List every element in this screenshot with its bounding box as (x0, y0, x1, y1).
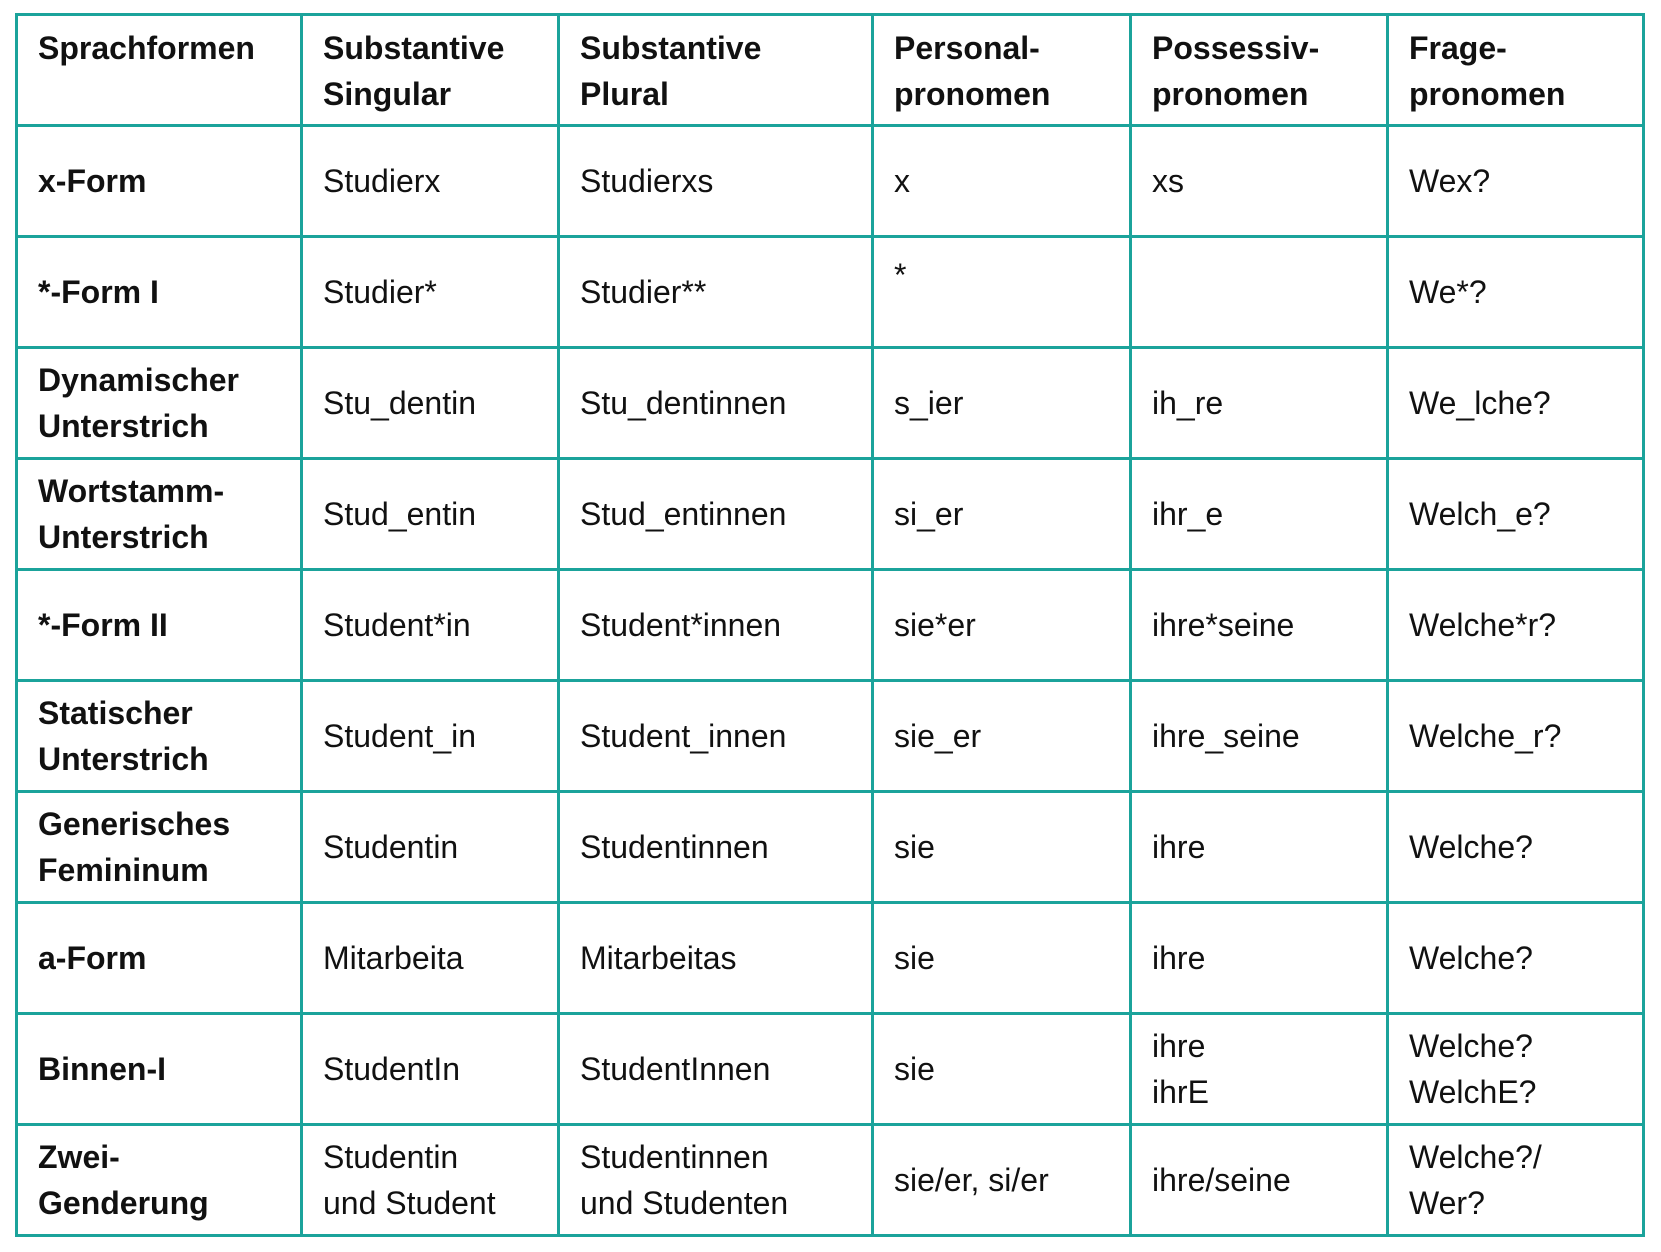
header-text: Sprachformen (38, 30, 255, 66)
cell-text: ihre (1152, 829, 1206, 865)
cell-substantiv-singular (302, 126, 559, 237)
cell-text: Studentin (323, 1139, 459, 1175)
cell-text: und Studenten (580, 1185, 789, 1221)
header-text: Frage- (1409, 30, 1507, 66)
cell-text: Welche? (1409, 940, 1533, 976)
cell-text: ihre (1152, 940, 1206, 976)
cell-fragepronomen (1388, 237, 1644, 348)
cell-text: Wortstamm- (38, 473, 225, 509)
cell-text: Stu_dentinnen (580, 385, 787, 421)
cell-text: *-Form I (38, 274, 159, 310)
cell-sprachform (17, 237, 302, 348)
header-personalpronomen (873, 15, 1131, 126)
cell-possessivpronomen (1131, 1125, 1388, 1236)
cell-substantiv-plural (559, 1014, 873, 1125)
cell-text: x-Form (38, 163, 147, 199)
cell-text: und Student (323, 1185, 496, 1221)
cell-text: Mitarbeitas (580, 940, 737, 976)
cell-text: Student*in (323, 607, 471, 643)
cell-text: sie/er, si/er (894, 1162, 1049, 1198)
cell-personalpronomen (873, 681, 1131, 792)
cell-sprachform (17, 1125, 302, 1236)
cell-text: Wex? (1409, 163, 1491, 199)
cell-sprachform (17, 348, 302, 459)
cell-text: Studier* (323, 274, 437, 310)
table-row (17, 903, 1644, 1014)
cell-substantiv-plural (559, 237, 873, 348)
cell-text: Genderung (38, 1185, 209, 1221)
cell-fragepronomen (1388, 570, 1644, 681)
header-substantive-plural (559, 15, 873, 126)
cell-text: *-Form II (38, 607, 168, 643)
cell-substantiv-singular (302, 792, 559, 903)
cell-text: Welche? (1409, 829, 1533, 865)
cell-text: si_er (894, 496, 964, 532)
cell-text: x (894, 163, 910, 199)
cell-possessivpronomen (1131, 237, 1388, 348)
cell-sprachform (17, 126, 302, 237)
cell-fragepronomen (1388, 1125, 1644, 1236)
cell-text: ihre_seine (1152, 718, 1300, 754)
cell-personalpronomen (873, 237, 1131, 348)
cell-possessivpronomen (1131, 348, 1388, 459)
cell-possessivpronomen (1131, 1014, 1388, 1125)
table-row (17, 237, 1644, 348)
cell-personalpronomen (873, 570, 1131, 681)
cell-fragepronomen (1388, 681, 1644, 792)
cell-text: We*? (1409, 274, 1487, 310)
table-row (17, 681, 1644, 792)
cell-fragepronomen (1388, 792, 1644, 903)
cell-sprachform (17, 681, 302, 792)
cell-substantiv-singular (302, 681, 559, 792)
cell-text: s_ier (894, 385, 964, 421)
header-text: pronomen (1409, 76, 1566, 112)
cell-text: ih_re (1152, 385, 1224, 421)
cell-text: Welch_e? (1409, 496, 1551, 532)
table-row (17, 459, 1644, 570)
cell-text: Statischer (38, 695, 193, 731)
cell-substantiv-plural (559, 792, 873, 903)
cell-text: StudentIn (323, 1051, 460, 1087)
cell-sprachform (17, 1014, 302, 1125)
cell-text: Unterstrich (38, 741, 209, 777)
cell-text: Welche*r? (1409, 607, 1557, 643)
header-text: pronomen (894, 76, 1051, 112)
cell-text: WelchE? (1409, 1074, 1537, 1110)
cell-substantiv-plural (559, 570, 873, 681)
header-text: Substantive (580, 30, 762, 66)
cell-text: Stud_entin (323, 496, 477, 532)
cell-fragepronomen (1388, 348, 1644, 459)
cell-fragepronomen (1388, 1014, 1644, 1125)
header-fragepronomen (1388, 15, 1644, 126)
cell-text: Student_in (323, 718, 477, 754)
table-row (17, 792, 1644, 903)
cell-substantiv-plural (559, 903, 873, 1014)
header-text: Substantive (323, 30, 505, 66)
cell-text: Stud_entinnen (580, 496, 787, 532)
cell-fragepronomen (1388, 903, 1644, 1014)
cell-text: Studierx (323, 163, 441, 199)
header-row (17, 15, 1644, 126)
table-row (17, 1014, 1644, 1125)
cell-text: xs (1152, 163, 1184, 199)
cell-text: ihre*seine (1152, 607, 1295, 643)
cell-text: ihre (1152, 1028, 1206, 1064)
cell-sprachform (17, 459, 302, 570)
cell-substantiv-plural (559, 1125, 873, 1236)
cell-personalpronomen (873, 348, 1131, 459)
cell-fragepronomen (1388, 459, 1644, 570)
cell-personalpronomen (873, 459, 1131, 570)
header-text: Plural (580, 76, 669, 112)
table-row (17, 348, 1644, 459)
cell-possessivpronomen (1131, 681, 1388, 792)
cell-substantiv-plural (559, 126, 873, 237)
gender-forms-table-container (15, 13, 1645, 1237)
cell-fragepronomen (1388, 126, 1644, 237)
cell-text: Zwei- (38, 1139, 120, 1175)
cell-text: Studierxs (580, 163, 714, 199)
cell-text: Studentinnen (580, 1139, 769, 1175)
cell-text: Student*innen (580, 607, 782, 643)
cell-substantiv-singular (302, 1125, 559, 1236)
cell-substantiv-singular (302, 570, 559, 681)
cell-text: Femininum (38, 852, 209, 888)
cell-substantiv-plural (559, 459, 873, 570)
table-row (17, 570, 1644, 681)
cell-text: sie (894, 1051, 935, 1087)
cell-text: a-Form (38, 940, 147, 976)
header-sprachformen (17, 15, 302, 126)
cell-text: We_lche? (1409, 385, 1551, 421)
cell-text: Binnen-I (38, 1051, 166, 1087)
cell-substantiv-singular (302, 348, 559, 459)
cell-text: Generisches (38, 806, 231, 842)
cell-text: Wer? (1409, 1185, 1485, 1221)
cell-personalpronomen (873, 126, 1131, 237)
cell-text: Studier** (580, 274, 707, 310)
cell-substantiv-singular (302, 237, 559, 348)
cell-text: sie*er (894, 607, 976, 643)
cell-text: Unterstrich (38, 519, 209, 555)
cell-substantiv-singular (302, 1014, 559, 1125)
cell-text: sie (894, 940, 935, 976)
table-body (17, 126, 1644, 1236)
cell-possessivpronomen (1131, 570, 1388, 681)
cell-personalpronomen (873, 1014, 1131, 1125)
cell-text: Mitarbeita (323, 940, 464, 976)
cell-personalpronomen (873, 903, 1131, 1014)
cell-substantiv-singular (302, 459, 559, 570)
header-text: Personal- (894, 30, 1040, 66)
cell-possessivpronomen (1131, 459, 1388, 570)
table-row (17, 1125, 1644, 1236)
cell-text: sie_er (894, 718, 982, 754)
cell-text: Dynamischer (38, 362, 239, 398)
cell-text: Unterstrich (38, 408, 209, 444)
cell-text: Studentin (323, 829, 459, 865)
cell-substantiv-singular (302, 903, 559, 1014)
table-row (17, 126, 1644, 237)
cell-text: Stu_dentin (323, 385, 477, 421)
cell-text: sie (894, 829, 935, 865)
cell-substantiv-plural (559, 348, 873, 459)
cell-text: Student_innen (580, 718, 787, 754)
header-substantive-singular (302, 15, 559, 126)
cell-text: Studentinnen (580, 829, 769, 865)
cell-text: ihrE (1152, 1074, 1209, 1110)
cell-text: * (894, 257, 907, 293)
cell-sprachform (17, 792, 302, 903)
cell-possessivpronomen (1131, 903, 1388, 1014)
cell-text: Welche? (1409, 1028, 1533, 1064)
cell-sprachform (17, 570, 302, 681)
cell-text: Welche_r? (1409, 718, 1562, 754)
cell-possessivpronomen (1131, 126, 1388, 237)
cell-text: StudentInnen (580, 1051, 771, 1087)
cell-text: ihre/seine (1152, 1162, 1291, 1198)
header-text: Singular (323, 76, 452, 112)
header-text: pronomen (1152, 76, 1309, 112)
cell-text: Welche?/ (1409, 1139, 1542, 1175)
cell-substantiv-plural (559, 681, 873, 792)
cell-personalpronomen (873, 792, 1131, 903)
cell-text: ihr_e (1152, 496, 1224, 532)
cell-personalpronomen (873, 1125, 1131, 1236)
cell-possessivpronomen (1131, 792, 1388, 903)
header-text: Possessiv- (1152, 30, 1320, 66)
gender-forms-table (15, 13, 1645, 1237)
header-possessivpronomen (1131, 15, 1388, 126)
cell-sprachform (17, 903, 302, 1014)
